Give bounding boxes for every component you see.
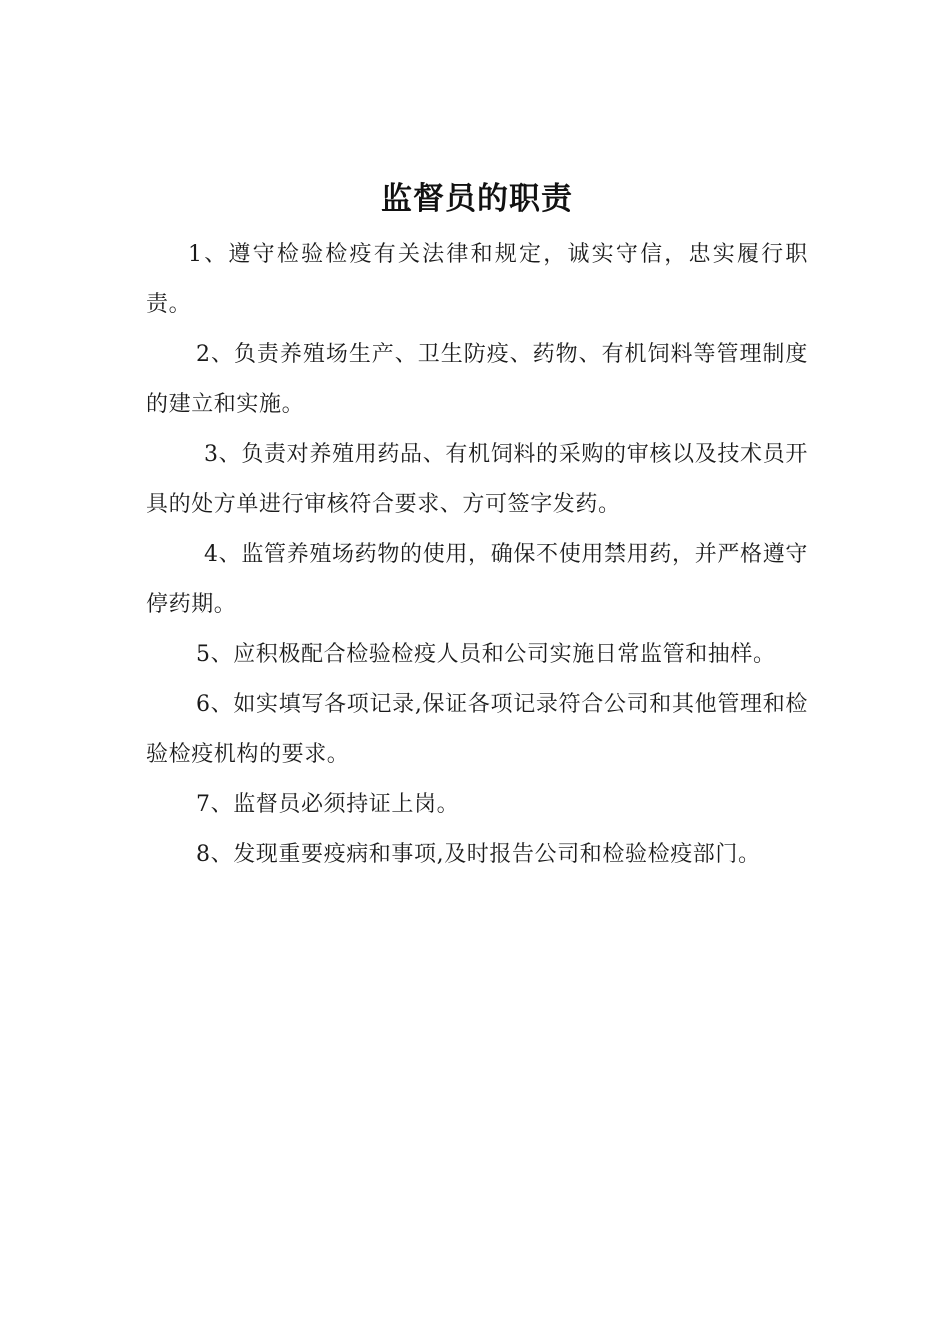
duty-paragraph-8: 8、发现重要疫病和事项,及时报告公司和检验检疫部门。 (196, 842, 761, 867)
document-title: 监督员的职责 (381, 181, 573, 217)
duty-paragraph-5: 5、应积极配合检验检疫人员和公司实施日常监管和抽样。 (196, 642, 776, 667)
duty-paragraph-7: 7、监督员必须持证上岗。 (196, 792, 460, 817)
duty-paragraph-2: 2、负责养殖场生产、卫生防疫、药物、有机饲料等管理制度的建立和实施。 (146, 342, 808, 417)
duty-paragraph-6: 6、如实填写各项记录,保证各项记录符合公司和其他管理和检验检疫机构的要求。 (146, 692, 808, 767)
document-body (146, 172, 808, 880)
duty-paragraph-4: 4、监管养殖场药物的使用，确保不使用禁用药，并严格遵守停药期。 (146, 542, 808, 617)
duty-paragraph-1: 1、遵守检验检疫有关法律和规定，诚实守信，忠实履行职责。 (146, 242, 808, 317)
duty-paragraph-3: 3、负责对养殖用药品、有机饲料的采购的审核以及技术员开具的处方单进行审核符合要求、方可签字发药。 (146, 442, 808, 517)
